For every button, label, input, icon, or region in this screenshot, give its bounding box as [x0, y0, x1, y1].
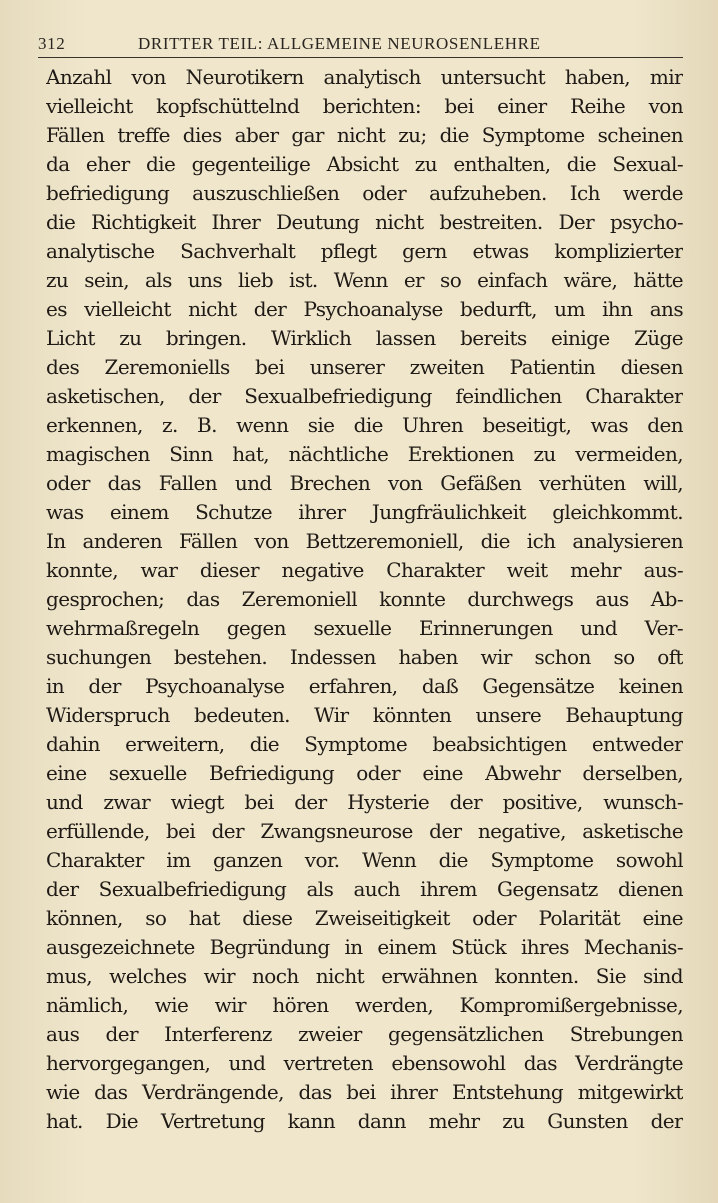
text-line: vielleicht kopfschüttelnd berichten: bei einer Reihe von — [46, 94, 683, 118]
text-line: asketischen, der Sexualbefriedigung feindlichen Charakter — [46, 384, 683, 408]
running-head: DRITTER TEIL: ALLGEMEINE NEUROSENLEHRE — [138, 34, 541, 53]
body-text — [46, 63, 683, 1136]
text-line: befriedigung auszuschließen oder aufzuheben. Ich werde — [46, 181, 683, 205]
text-line: Licht zu bringen. Wirklich lassen bereits einige Züge — [46, 326, 683, 350]
text-line: des Zeremoniells bei unserer zweiten Patientin diesen — [46, 355, 683, 379]
page-header — [38, 32, 683, 56]
header-rule — [38, 57, 683, 58]
text-line: was einem Schutze ihrer Jungfräulichkeit gleichkommt. — [46, 500, 683, 524]
text-line: Widerspruch bedeuten. Wir könnten unsere Behauptung — [46, 703, 683, 727]
text-line: können, so hat diese Zweiseitigkeit oder Polarität eine — [46, 906, 683, 930]
text-line: und zwar wiegt bei der Hysterie der positive, wunsch- — [46, 790, 683, 814]
text-line: hat. Die Vertretung kann dann mehr zu Gunsten der — [46, 1109, 683, 1133]
text-line: dahin erweitern, die Symptome beabsichtigen entweder — [46, 732, 683, 756]
text-line: suchungen bestehen. Indessen haben wir schon so oft — [46, 645, 683, 669]
text-line: da eher die gegenteilige Absicht zu enthalten, die Sexual- — [46, 152, 683, 176]
text-line: eine sexuelle Befriedigung oder eine Abwehr derselben, — [46, 761, 683, 785]
text-line: oder das Fallen und Brechen von Gefäßen verhüten will, — [46, 471, 683, 495]
text-line: wie das Verdrängende, das bei ihrer Entstehung mitgewirkt — [46, 1080, 683, 1104]
text-line: der Sexualbefriedigung als auch ihrem Gegensatz dienen — [46, 877, 683, 901]
text-line: ausgezeichnete Begründung in einem Stück ihres Mechanis- — [46, 935, 683, 959]
text-line: konnte, war dieser negative Charakter weit mehr aus- — [46, 558, 683, 582]
text-line: aus der Interferenz zweier gegensätzlichen Strebungen — [46, 1022, 683, 1046]
text-line: magischen Sinn hat, nächtliche Erektionen zu vermeiden, — [46, 442, 683, 466]
text-line: nämlich, wie wir hören werden, Kompromißergebnisse, — [46, 993, 683, 1017]
text-line: die Richtigkeit Ihrer Deutung nicht bestreiten. Der psycho- — [46, 210, 683, 234]
text-line: hervorgegangen, und vertreten ebensowohl das Verdrängte — [46, 1051, 683, 1075]
text-line: Anzahl von Neurotikern analytisch untersucht haben, mir — [46, 65, 683, 89]
text-line: analytische Sachverhalt pflegt gern etwas komplizierter — [46, 239, 683, 263]
text-line: Charakter im ganzen vor. Wenn die Symptome sowohl — [46, 848, 683, 872]
text-line: mus, welches wir noch nicht erwähnen konnten. Sie sind — [46, 964, 683, 988]
text-line: erfüllende, bei der Zwangsneurose der negative, asketische — [46, 819, 683, 843]
text-line: es vielleicht nicht der Psychoanalyse bedurft, um ihn ans — [46, 297, 683, 321]
text-line: zu sein, als uns lieb ist. Wenn er so einfach wäre, hätte — [46, 268, 683, 292]
text-line: In anderen Fällen von Bettzeremoniell, die ich analysieren — [46, 529, 683, 553]
page-number: 312 — [38, 34, 66, 53]
text-line: gesprochen; das Zeremoniell konnte durchwegs aus Ab- — [46, 587, 683, 611]
text-line: in der Psychoanalyse erfahren, daß Gegensätze keinen — [46, 674, 683, 698]
text-line: wehrmaßregeln gegen sexuelle Erinnerungen und Ver- — [46, 616, 683, 640]
text-line: erkennen, z. B. wenn sie die Uhren beseitigt, was den — [46, 413, 683, 437]
text-line: Fällen treffe dies aber gar nicht zu; die Symptome scheinen — [46, 123, 683, 147]
